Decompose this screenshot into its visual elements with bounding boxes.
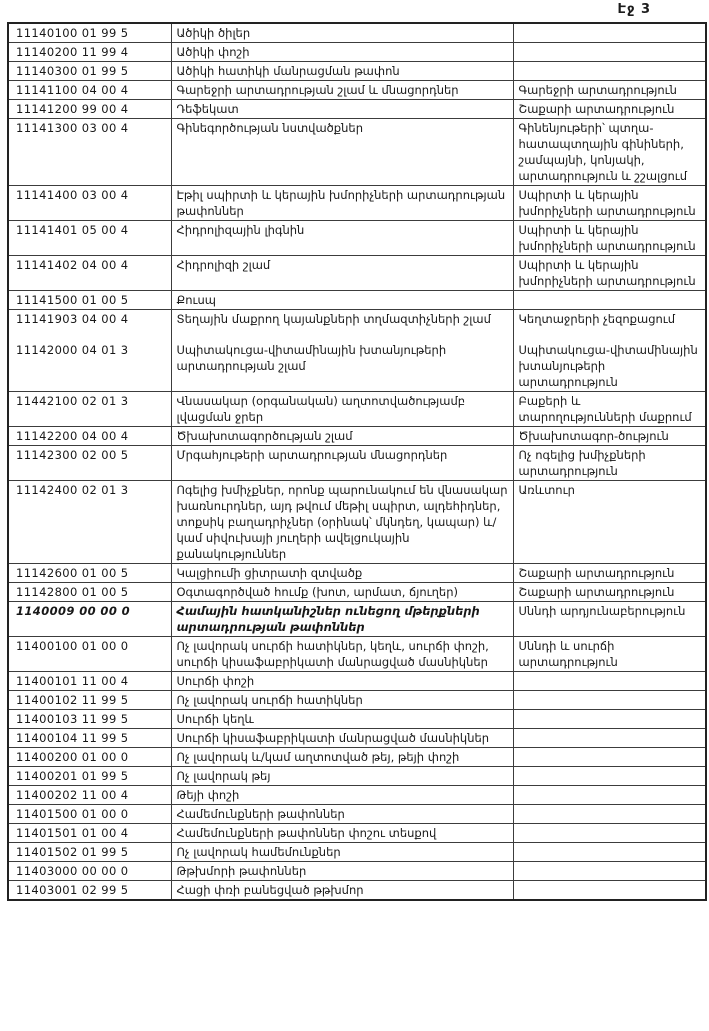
description-cell: Ծխախոտագործության շլամ [171,427,513,446]
description-cell: Համային հատկանիշներ ունեցող մթերքների արտադրության թափոններ [171,602,513,637]
industry-cell [513,862,706,881]
code-cell: 11400200 01 00 0 [8,748,171,767]
description-cell: Սպիտակուցա-վիտամինային խտանյութերի արտադրության շլամ [171,328,513,392]
table-row [8,119,706,186]
description-cell: Ոչ լավորակ և/կամ աղտոտված թեյ, թեյի փոշի [171,748,513,767]
code-cell: 11140300 01 99 5 [8,62,171,81]
code-cell: 11142300 02 00 5 [8,446,171,481]
table-row [8,583,706,602]
table-row [8,392,706,427]
table-row [8,672,706,691]
description-cell: Սուրճի կեղև [171,710,513,729]
table-row [8,221,706,256]
description-cell: Գարեջրի արտադրության շլամ և մնացորդներ [171,81,513,100]
description-cell: Տեղային մաքրող կայանքների տղմազտիչների շլամ [171,310,513,329]
industry-cell: Շաքարի արտադրություն [513,583,706,602]
industry-cell [513,824,706,843]
industry-cell [513,786,706,805]
table-row [8,328,706,392]
description-cell: Ոչ լավորակ սուրճի հատիկներ, կեղև, սուրճի փոշի, սուրճի կիսաֆաբրիկատի մանրացված մասնիկներ [171,637,513,672]
description-cell: Թեյի փոշի [171,786,513,805]
table-row [8,256,706,291]
page-number: Էջ 3 [617,2,651,17]
table-row [8,637,706,672]
code-cell: 11142800 01 00 5 [8,583,171,602]
industry-cell: Սպիտակուցա-վիտամինային խտանյութերի արտադրություն [513,328,706,392]
industry-cell: Շաքարի արտադրություն [513,564,706,583]
description-cell: Հացի փռի բանեցված թթխմոր [171,881,513,901]
code-cell: 11400101 11 00 4 [8,672,171,691]
industry-cell: Սպիրտի և կերային խմորիչների արտադրություն [513,256,706,291]
description-cell: Ոչ լավորակ համեմունքներ [171,843,513,862]
industry-cell [513,691,706,710]
table-row [8,100,706,119]
description-cell: Համեմունքների թափոններ փոշու տեսքով [171,824,513,843]
industry-cell [513,729,706,748]
table-row [8,310,706,329]
table-row [8,481,706,564]
code-cell: 11141100 04 00 4 [8,81,171,100]
industry-cell [513,805,706,824]
code-cell: 11141402 04 00 4 [8,256,171,291]
code-cell: 1140009 00 00 0 [8,602,171,637]
industry-cell: Բաքերի և տարողությունների մաքրում [513,392,706,427]
industry-cell [513,43,706,62]
description-cell: Սուրճի կիսաֆաբրիկատի մանրացված մասնիկներ [171,729,513,748]
description-cell: Համեմունքների թափոններ [171,805,513,824]
code-cell: 11142600 01 00 5 [8,564,171,583]
code-cell: 11400201 01 99 5 [8,767,171,786]
description-cell: Մրգահյութերի արտադրության մնացորդներ [171,446,513,481]
table-row [8,843,706,862]
industry-cell [513,62,706,81]
code-cell: 11401500 01 00 0 [8,805,171,824]
industry-cell [513,23,706,43]
code-cell: 11403001 02 99 5 [8,881,171,901]
table-body [8,23,706,900]
table-row [8,767,706,786]
industry-cell [513,672,706,691]
description-cell: Կալցիումի ցիտրատի զտվածք [171,564,513,583]
table-row [8,691,706,710]
code-cell: 11400202 11 00 4 [8,786,171,805]
description-cell: Ածիկի ծիլեր [171,23,513,43]
description-cell: Գինեգործության նստվածքներ [171,119,513,186]
table-row [8,446,706,481]
code-cell: 11400102 11 99 5 [8,691,171,710]
table-row [8,805,706,824]
description-cell: Դեֆեկատ [171,100,513,119]
description-cell: Էթիլ սպիրտի և կերային խմորիչների արտադրության թափոններ [171,186,513,221]
table-row [8,710,706,729]
table-row [8,23,706,43]
code-cell: 11141903 04 00 4 [8,310,171,329]
table-row [8,862,706,881]
description-cell: Սուրճի փոշի [171,672,513,691]
description-cell: Օգտագործված հումք (խոտ, արմատ, ճյուղեր) [171,583,513,602]
description-cell: Ածիկի փոշի [171,43,513,62]
code-cell: 11400100 01 00 0 [8,637,171,672]
table-row [8,43,706,62]
code-cell: 11141401 05 00 4 [8,221,171,256]
waste-classification-table [7,22,707,901]
table-row [8,729,706,748]
table-row [8,824,706,843]
industry-cell: Առևտուր [513,481,706,564]
table-row [8,186,706,221]
description-cell: Հիդրոլիզային լիգնին [171,221,513,256]
description-cell: Ածիկի հատիկի մանրացման թափոն [171,62,513,81]
code-cell: 11400104 11 99 5 [8,729,171,748]
code-cell: 11142000 04 01 3 [8,328,171,392]
code-cell: 11142400 02 01 3 [8,481,171,564]
industry-cell [513,881,706,901]
code-cell: 11400103 11 99 5 [8,710,171,729]
table-row [8,564,706,583]
description-cell: Քուսպ [171,291,513,310]
industry-cell: Գարեջրի արտադրություն [513,81,706,100]
industry-cell: Գինենյութերի՝ պտղա-հատապտղային գինիների, շամպայնի, կոնյակի, արտադրություն և շշալցում [513,119,706,186]
industry-cell [513,748,706,767]
industry-cell: Սննդի արդյունաբերություն [513,602,706,637]
code-cell: 11141500 01 00 5 [8,291,171,310]
description-cell: Ոգելից խմիչքներ, որոնք պարունակում են վնասակար խառնուրդներ, այդ թվում մեթիլ սպիրտ, ալդեհիդներ, տոքսիկ բաղադրիչներ (օրինակ՝ մկնդեղ, կապար) և/կամ սիվուխայի յուղերի ավելցուկային քանակություններ [171,481,513,564]
industry-cell: Ոչ ոգելից խմիչքների արտադրություն [513,446,706,481]
description-cell: Հիդրոլիզի շլամ [171,256,513,291]
code-cell: 11142200 04 00 4 [8,427,171,446]
industry-cell: Կեղտաջրերի չեզոքացում [513,310,706,329]
industry-cell: Սպիրտի և կերային խմորիչների արտադրություն [513,186,706,221]
code-cell: 11140100 01 99 5 [8,23,171,43]
code-cell: 11401501 01 00 4 [8,824,171,843]
industry-cell [513,291,706,310]
industry-cell: Շաքարի արտադրություն [513,100,706,119]
code-cell: 11403000 00 00 0 [8,862,171,881]
description-cell: Թթխմորի թափոններ [171,862,513,881]
industry-cell [513,843,706,862]
table-row [8,602,706,637]
table-row [8,81,706,100]
industry-cell: Սպիրտի և կերային խմորիչների արտադրություն [513,221,706,256]
code-cell: 11140200 11 99 4 [8,43,171,62]
code-cell: 11401502 01 99 5 [8,843,171,862]
industry-cell [513,710,706,729]
table-row [8,427,706,446]
description-cell: Ոչ լավորակ սուրճի հատիկներ [171,691,513,710]
industry-cell [513,767,706,786]
code-cell: 11141400 03 00 4 [8,186,171,221]
description-cell: Վնասակար (օրգանական) աղտոտվածությամբ լվացման ջրեր [171,392,513,427]
code-cell: 11141200 99 00 4 [8,100,171,119]
industry-cell: Սննդի և սուրճի արտադրություն [513,637,706,672]
code-cell: 11141300 03 00 4 [8,119,171,186]
code-cell: 11442100 02 01 3 [8,392,171,427]
table-row [8,748,706,767]
table-row [8,786,706,805]
table-row [8,291,706,310]
description-cell: Ոչ լավորակ թեյ [171,767,513,786]
table-row [8,881,706,901]
table-row [8,62,706,81]
industry-cell: Ծխախոտագոր-ծություն [513,427,706,446]
